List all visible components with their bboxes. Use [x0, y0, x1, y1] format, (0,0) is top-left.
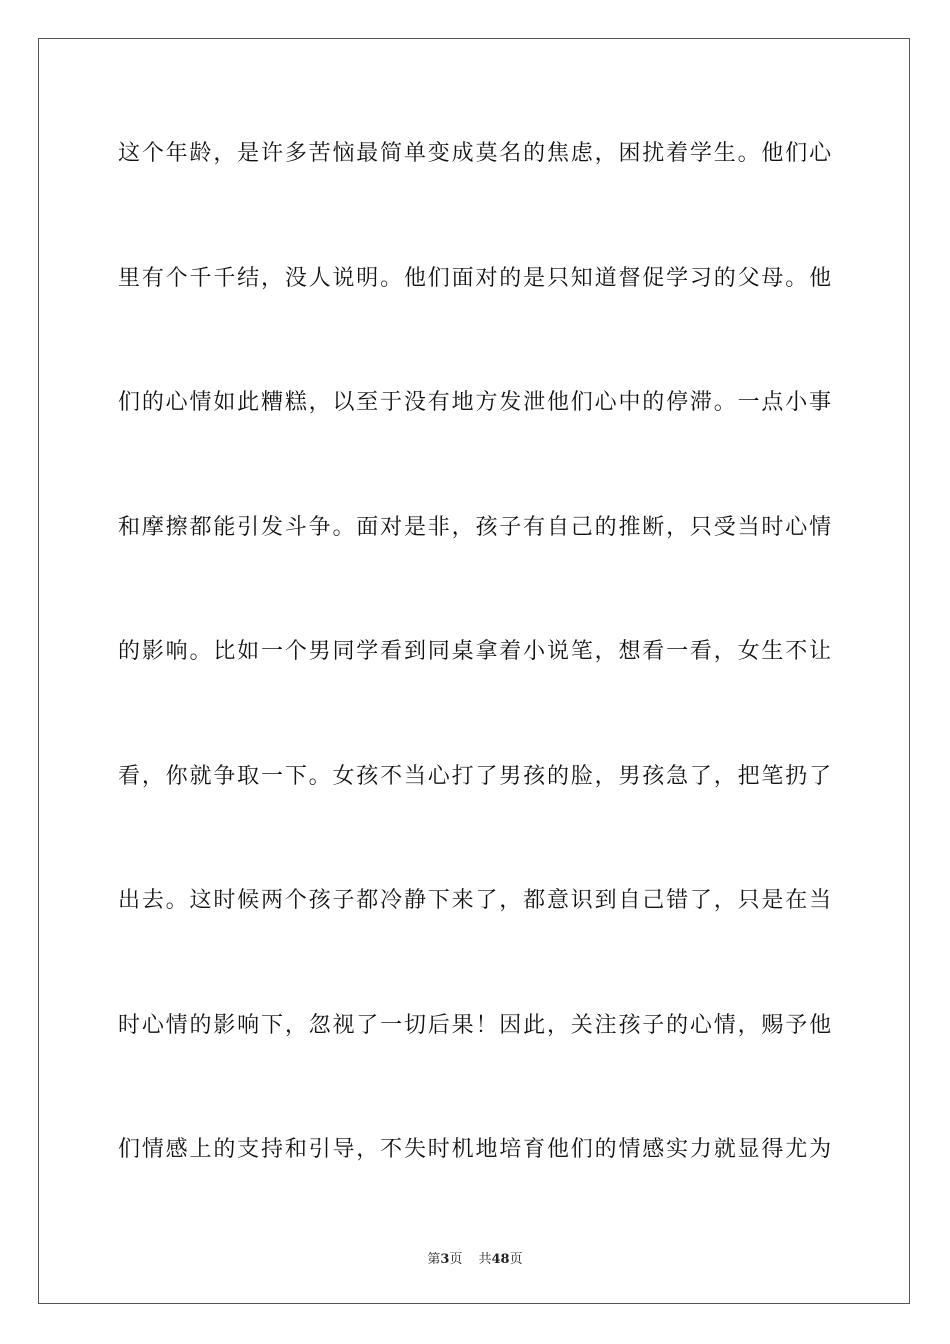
text-line: 出去。这时候两个孩子都冷静下来了，都意识到自己错了，只是在当	[118, 888, 832, 913]
total-prefix: 共	[478, 1252, 492, 1267]
page-prefix: 第	[427, 1252, 441, 1267]
text-line: 们情感上的支持和引导，不失时机地培育他们的情感实力就显得尤为	[118, 1137, 832, 1162]
total-suffix: 页	[509, 1252, 523, 1267]
page-number: 3	[440, 1252, 450, 1267]
body-text	[118, 138, 832, 1259]
page-suffix: 页	[449, 1252, 463, 1267]
text-line: 时心情的影响下，忽视了一切后果！因此，关注孩子的心情，赐予他	[118, 1012, 832, 1038]
text-line: 里有个千千结，没人说明。他们面对的是只知道督促学习的父母。他	[118, 265, 832, 291]
text-line: 和摩擦都能引发斗争。面对是非，孩子有自己的推断，只受当时心情	[118, 514, 832, 540]
text-line: 的影响。比如一个男同学看到同桌拿着小说笔，想看一看，女生不让	[118, 639, 832, 664]
page-footer	[0, 1248, 950, 1267]
text-line: 这个年龄，是许多苦恼最简单变成莫名的焦虑，困扰着学生。他们心	[118, 141, 832, 166]
text-line: 看，你就争取一下。女孩不当心打了男孩的脸，男孩急了，把笔扔了	[118, 763, 832, 789]
text-line: 们的心情如此糟糕，以至于没有地方发泄他们心中的停滞。一点小事	[118, 390, 832, 415]
total-pages: 48	[491, 1252, 510, 1267]
